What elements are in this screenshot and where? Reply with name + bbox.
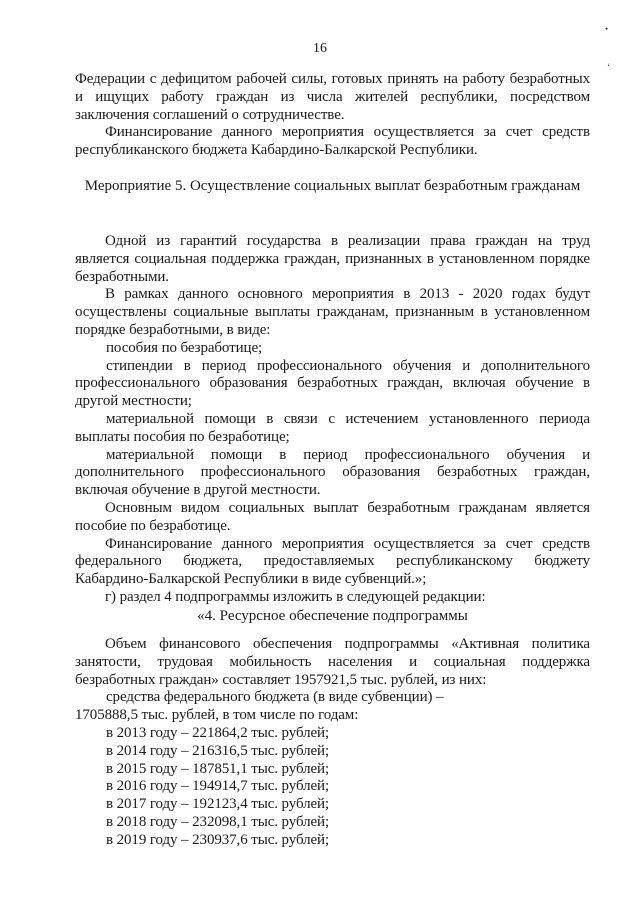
funding-year-line: в 2014 году – 216316,5 тыс. рублей; [106,742,330,759]
paragraph: г) раздел 4 подпрограммы изложить в следующей редакции: [105,588,486,605]
paragraph: стипендии в период профессионального обучения и дополнительного профессионального образования безработных граждан, включая обучение в другой местности; [75,357,590,410]
funding-year-line: в 2019 году – 230937,6 тыс. рублей; [106,831,330,848]
text-block-main [75,233,590,607]
paragraph: средства федерального бюджета (в виде субвенции) – [106,689,444,706]
funding-year-line: в 2015 году – 187851,1 тыс. рублей; [106,760,330,777]
page-number: 16 [313,41,327,56]
paragraph: Одной из гарантий государства в реализации права граждан на труд является социальная поддержка граждан, признанных в установленном порядке безработными. [75,233,590,285]
paragraph: Объем финансового обеспечения подпрограммы «Активная политика занятости, трудовая мобильность населения и социальная поддержка безработных граждан» составляет 1957921,5 тыс. рублей, из них: [75,636,590,688]
paragraph: 1705888,5 тыс. рублей, в том числе по годам: [75,707,359,724]
funding-year-line: в 2016 году – 194914,7 тыс. рублей; [106,778,330,795]
funding-year-line: в 2018 году – 232098,1 тыс. рублей; [106,813,330,830]
paragraph: материальной помощи в связи с истечением установленного периода выплаты пособия по безработице; [75,410,590,445]
paragraph: Финансирование данного мероприятия осуществляется за счет средств республиканского бюджета Кабардино-Балкарской Республики. [75,124,590,159]
section-heading-resources: «4. Ресурсное обеспечение подпрограммы [197,608,468,624]
scan-mark-tick: ʻ [607,62,610,72]
paragraph: Федерации с дефицитом рабочей силы, готовых принять на работу безработных и ищущих работу граждан из числа жителей республики, посредством заключения соглашений о сотрудничестве. [75,71,590,123]
funding-year-line: в 2013 году – 221864,2 тыс. рублей; [106,724,330,741]
section-heading-measure-5: Мероприятие 5. Осуществление социальных выплат безработным гражданам [84,178,581,194]
paragraph: пособия по безработице; [106,339,263,356]
paragraph: материальной помощи в период профессионального обучения и дополнительного профессионального образования безработных граждан, включая обучение в другой местности. [75,446,590,499]
paragraph: Финансирование данного мероприятия осуществляется за счет средств федерального бюджета, предоставляемых республиканскому бюджету Кабардино-Балкарской Республики в виде субвенций.»; [75,535,590,588]
paragraph: Основным видом социальных выплат безработным гражданам является пособие по безработице. [75,499,590,534]
paragraph: В рамках данного основного мероприятия в 2013 - 2020 годах будут осуществлены социальные выплаты гражданам, признанным в установленном порядке безработными, в виде: [75,286,590,338]
text-block-top [75,71,590,160]
scan-mark-dot: • [605,24,609,34]
funding-year-line: в 2017 году – 192123,4 тыс. рублей; [106,796,330,813]
text-block-funding [75,636,590,850]
